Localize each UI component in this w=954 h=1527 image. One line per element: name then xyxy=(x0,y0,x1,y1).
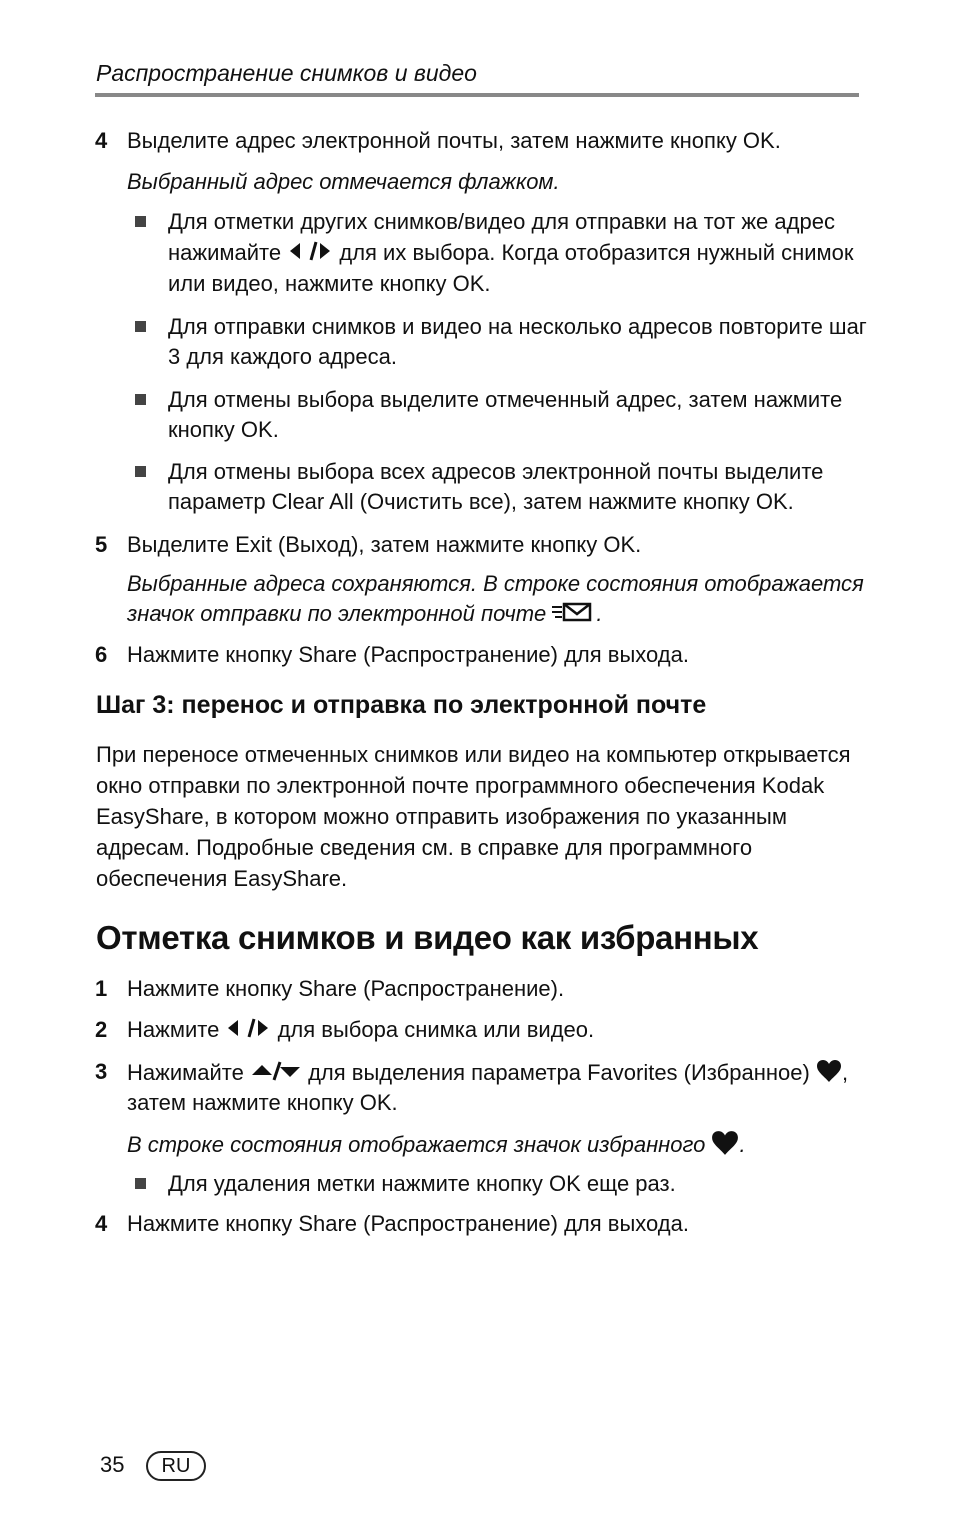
subheading: Шаг 3: перенос и отправка по электронной почте xyxy=(96,691,707,719)
step-number: 2 xyxy=(95,1017,108,1042)
step-text: Выделите адрес электронной почты, затем нажмите кнопку OK. xyxy=(127,128,781,153)
bullet-marker xyxy=(135,321,146,332)
bullet-text: или видео, нажмите кнопку OK. xyxy=(168,271,491,296)
step-text: затем нажмите кнопку OK. xyxy=(127,1090,398,1115)
step-text: Выделите Exit (Выход), затем нажмите кнопку OK. xyxy=(127,532,642,557)
bullet-text: Для отмены выбора выделите отмеченный адрес, затем нажмите xyxy=(168,387,843,412)
paragraph-line: обеспечения EasyShare. xyxy=(96,866,348,891)
step-text: Нажмите кнопку Share (Распространение) для выхода. xyxy=(127,1211,689,1236)
step-note: значок отправки по электронной почте . xyxy=(127,601,603,629)
step-number: 4 xyxy=(95,128,108,153)
bullet-marker xyxy=(135,466,146,477)
step-text: Нажмите кнопку Share (Распространение). xyxy=(127,976,565,1001)
bullet-text: Для отметки других снимков/видео для отправки на тот же адрес xyxy=(168,209,835,234)
running-header: Распространение снимков и видео xyxy=(96,60,477,86)
bullet-marker xyxy=(135,1178,146,1189)
language-badge: RU xyxy=(146,1451,206,1481)
heart-icon xyxy=(816,1059,842,1089)
email-share-icon xyxy=(552,601,596,629)
step-note: В строке состояния отображается значок избранного . xyxy=(127,1130,746,1162)
heart-icon xyxy=(711,1130,739,1162)
step-note: Выбранный адрес отмечается флажком. xyxy=(127,169,560,194)
step-number: 5 xyxy=(95,532,108,557)
left-right-arrows-icon xyxy=(225,1017,271,1045)
bullet-text: кнопку OK. xyxy=(168,417,279,442)
step-text: Нажимайте для выделения параметра Favorites (Избранное) , xyxy=(127,1059,848,1089)
step-number: 4 xyxy=(95,1211,108,1236)
step-text: Нажмите для выбора снимка или видео. xyxy=(127,1017,594,1045)
paragraph-line: EasyShare, в котором можно отправить изображения по указанным xyxy=(96,804,787,829)
section-heading: Отметка снимков и видео как избранных xyxy=(96,919,759,956)
paragraph-line: При переносе отмеченных снимков или видео на компьютер открывается xyxy=(96,742,851,767)
step-number: 1 xyxy=(95,976,108,1001)
bullet-text: параметр Clear All (Очистить все), затем нажмите кнопку OK. xyxy=(168,489,794,514)
left-right-arrows-icon xyxy=(287,240,333,268)
page-number: 35 xyxy=(100,1452,125,1477)
bullet-text: Для отправки снимков и видео на несколько адресов повторите шаг xyxy=(168,314,867,339)
paragraph-line: адресам. Подробные сведения см. в справке для программного xyxy=(96,835,753,860)
bullet-text: 3 для каждого адреса. xyxy=(168,344,397,369)
bullet-marker xyxy=(135,394,146,405)
bullet-marker xyxy=(135,216,146,227)
bullet-text: Для отмены выбора всех адресов электронной почты выделите xyxy=(168,459,824,484)
step-number: 3 xyxy=(95,1059,108,1084)
header-rule xyxy=(95,93,859,97)
step-note: Выбранные адреса сохраняются. В строке состояния отображается xyxy=(127,571,864,596)
paragraph-line: окно отправки по электронной почте программного обеспечения Kodak xyxy=(96,773,825,798)
bullet-text: Для удаления метки нажмите кнопку OK еще раз. xyxy=(168,1171,676,1196)
step-text: Нажмите кнопку Share (Распространение) для выхода. xyxy=(127,642,689,667)
up-down-arrows-icon xyxy=(250,1060,302,1088)
step-number: 6 xyxy=(95,642,108,667)
bullet-text: нажимайте для их выбора. Когда отобразится нужный снимок xyxy=(168,240,854,268)
